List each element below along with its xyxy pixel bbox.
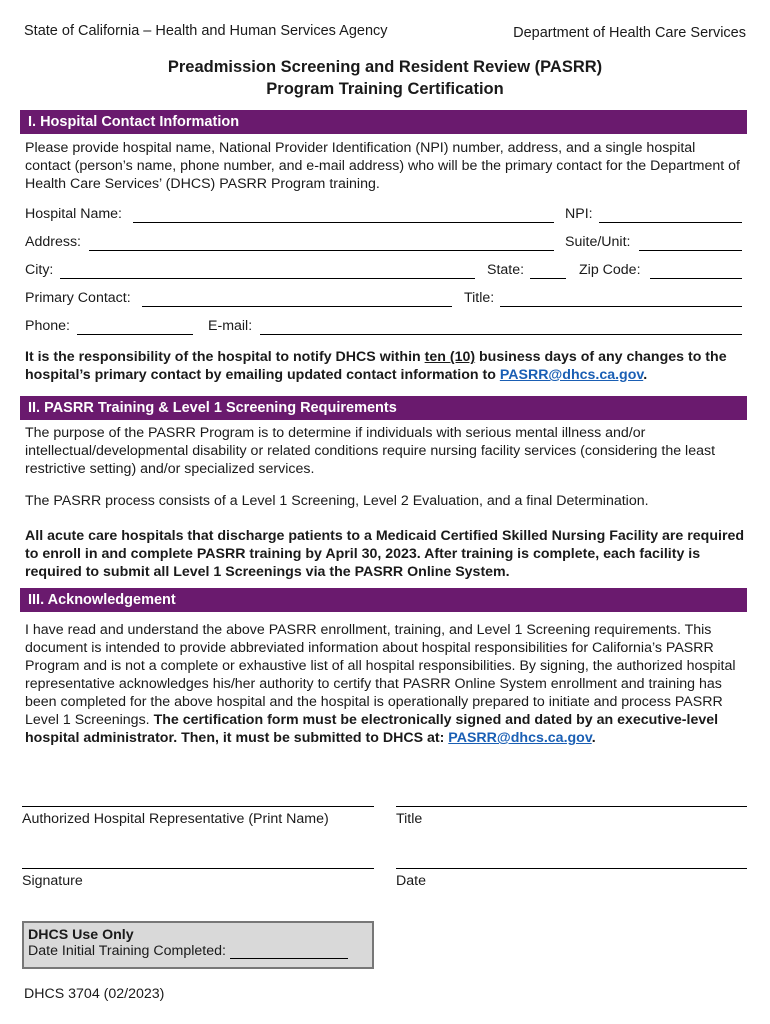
npi-field[interactable]	[599, 222, 742, 223]
primary-contact-label: Primary Contact:	[25, 290, 131, 306]
city-label: City:	[25, 262, 54, 278]
form-number: DHCS 3704 (02/2023)	[24, 986, 165, 1002]
section-2-process: The PASRR process consists of a Level 1 Screening, Level 2 Evaluation, and a final Determination.	[25, 493, 649, 509]
form-title: Preadmission Screening and Resident Review (PASRR)	[167, 58, 603, 76]
rep-name-label: Authorized Hospital Representative (Print Name)	[22, 811, 329, 827]
zip-label: Zip Code:	[579, 262, 641, 278]
hospital-name-label: Hospital Name:	[25, 206, 122, 222]
email-label: E-mail:	[208, 318, 253, 334]
training-completed-field[interactable]	[230, 944, 348, 959]
training-completed-row	[28, 943, 368, 959]
date-signature-line[interactable]	[396, 868, 747, 869]
phone-field[interactable]	[77, 334, 193, 335]
title-label: Title:	[464, 290, 495, 306]
pasrr-email-link[interactable]: PASRR@dhcs.ca.gov	[499, 367, 644, 383]
signature-line[interactable]	[22, 868, 374, 869]
address-row	[25, 234, 743, 254]
title-signature-line[interactable]	[396, 806, 747, 807]
city-row	[25, 262, 743, 282]
state-field[interactable]	[530, 278, 566, 279]
title-sig-label: Title	[396, 811, 423, 827]
submission-email-link[interactable]: PASRR@dhcs.ca.gov	[448, 730, 592, 746]
address-label: Address:	[25, 234, 81, 250]
primary-contact-row	[25, 290, 743, 310]
title-field[interactable]	[500, 306, 742, 307]
section-1-heading: I. Hospital Contact Information	[20, 110, 747, 134]
hospital-name-row	[25, 206, 743, 226]
acknowledgement-instruction: The certification form must be electronically signed and dated by an executive-level hospital administrator. Then, it must be submitted to DHCS at:	[25, 712, 719, 746]
phone-email-row	[25, 318, 743, 338]
state-label: State:	[487, 262, 525, 278]
department-header: Department of Health Care Services	[513, 25, 746, 41]
rep-name-signature-line[interactable]	[22, 806, 374, 807]
suite-field[interactable]	[639, 250, 742, 251]
address-field[interactable]	[89, 250, 554, 251]
phone-label: Phone:	[25, 318, 70, 334]
notice-end: .	[643, 367, 648, 383]
primary-contact-field[interactable]	[142, 306, 452, 307]
zip-field[interactable]	[650, 278, 742, 279]
acknowledgement-text	[25, 621, 745, 747]
section-1-intro: Please provide hospital name, National Provider Identification (NPI) number, address, and a single hospital contact (person’s name, phone number, and e-mail address) who will be the primary contact for the Department of Health Care Services’ (DHCS) PASRR Program training.	[25, 140, 740, 192]
notice-text-2: business days of any changes to the hospital’s primary contact by emailing updated contact information to	[25, 349, 727, 383]
npi-label: NPI:	[565, 206, 593, 222]
form-subtitle: Program Training Certification	[266, 80, 504, 98]
section-2-requirement: All acute care hospitals that discharge patients to a Medicaid Certified Skilled Nursing Facility are required to enroll in and complete PASRR training by April 30, 2023. After training is complete, each facility is required to submit all Level 1 Screenings via the PASRR Online System.	[25, 528, 745, 580]
email-field[interactable]	[260, 334, 742, 335]
notice-underlined: ten (10)	[424, 349, 476, 365]
dhcs-use-only-box	[22, 921, 374, 969]
agency-header: State of California – Health and Human Services Agency	[24, 23, 388, 39]
training-completed-label: Date Initial Training Completed:	[28, 943, 226, 959]
section-3-heading: III. Acknowledgement	[20, 588, 747, 612]
signature-label: Signature	[22, 873, 83, 889]
acknowledgement-body: I have read and understand the above PASRR enrollment, training, and Level 1 Screening requirements. This document is intended to provide abbreviated information about hospital responsibilities for California’s PASRR Program and is not a complete or exhaustive list of all hospital responsibilities. By signing, the authorized hospital representative acknowledges his/her authority to certify that PASRR Online System enrollment and training has been completed for the above hospital and the hospital is operationally prepared to initiate and process PASRR Level 1 Screenings.	[25, 622, 736, 728]
date-label: Date	[396, 873, 426, 889]
contact-change-notice	[25, 348, 745, 384]
suite-label: Suite/Unit:	[565, 234, 631, 250]
section-2-heading: II. PASRR Training & Level 1 Screening Requirements	[20, 396, 747, 420]
city-field[interactable]	[60, 278, 475, 279]
notice-text-1: It is the responsibility of the hospital to notify DHCS within	[25, 349, 425, 365]
acknowledgement-end: .	[591, 730, 596, 746]
section-2-purpose: The purpose of the PASRR Program is to determine if individuals with serious mental illness and/or intellectual/developmental disability or related conditions require nursing facility services (considering the least restrictive setting) and/or specialized services.	[25, 425, 716, 477]
hospital-name-field[interactable]	[133, 222, 554, 223]
dhcs-use-only-heading: DHCS Use Only	[28, 927, 134, 943]
